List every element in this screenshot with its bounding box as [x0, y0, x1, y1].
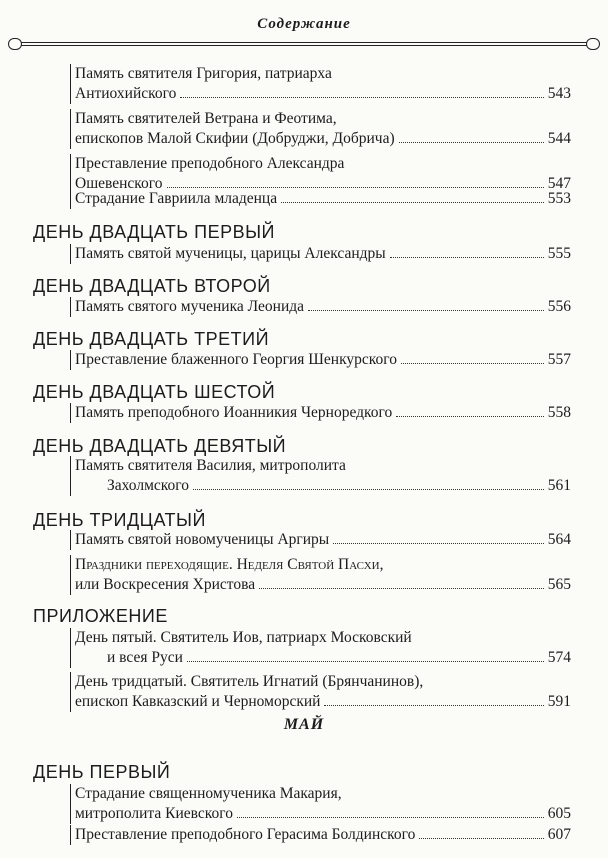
page-number: 564: [547, 531, 571, 548]
running-head-title: Содержание: [257, 16, 351, 32]
page-number: 556: [547, 298, 571, 315]
page-number: 544: [547, 130, 571, 147]
header-rule: [14, 42, 594, 43]
page-number: 561: [547, 477, 571, 494]
page-number: 591: [547, 693, 571, 710]
rule-ornament-left: [8, 38, 22, 50]
toc-entry[interactable]: Страдание Гавриила младенца 553: [70, 189, 571, 209]
toc-entry[interactable]: Память святой новомученицы Аргиры 564: [70, 530, 571, 550]
section-heading: ДЕНЬ ДВАДЦАТЬ ТРЕТИЙ: [33, 329, 270, 349]
toc-entry[interactable]: Память святителей Ветрана и Феотима, епископов Малой Скифии (Добруджи, Добрича) 544: [70, 109, 571, 149]
page-number: 547: [547, 175, 571, 192]
toc-entry[interactable]: День пятый. Святитель Иов, патриарх Московский и всея Руси 574: [70, 628, 571, 668]
page-number: 605: [547, 805, 571, 822]
toc-entry[interactable]: Преставление преподобного Герасима Болдинского 607: [70, 825, 571, 845]
section-heading: ДЕНЬ ПЕРВЫЙ: [33, 762, 171, 782]
section-heading: ДЕНЬ ДВАДЦАТЬ ВТОРОЙ: [33, 276, 271, 296]
section-heading: ДЕНЬ ДВАДЦАТЬ ДЕВЯТЫЙ: [33, 436, 287, 456]
section-heading: ДЕНЬ ДВАДЦАТЬ ШЕСТОЙ: [33, 382, 276, 402]
page-number: 558: [547, 404, 571, 421]
header-rule-thin: [14, 45, 594, 46]
toc-entry[interactable]: Преставление преподобного Александра Ошевенского 547: [70, 154, 571, 194]
page-number: 574: [547, 649, 571, 666]
section-heading: ДЕНЬ ДВАДЦАТЬ ПЕРВЫЙ: [33, 222, 275, 242]
toc-entry[interactable]: Преставление блаженного Георгия Шенкурского 557: [70, 350, 571, 370]
toc-entry[interactable]: Страдание священномученика Макария, митрополита Киевского 605: [70, 784, 571, 824]
toc-entry[interactable]: Память святого мученика Леонида 556: [70, 297, 571, 317]
page-number: 607: [547, 826, 571, 843]
section-heading: ДЕНЬ ТРИДЦАТЫЙ: [33, 510, 206, 530]
page-number: 557: [547, 351, 571, 368]
toc-entry[interactable]: Праздники переходящие. Неделя Святой Пасхи, или Воскресения Христова 565: [70, 555, 571, 595]
toc-entry[interactable]: Память преподобного Иоанникия Черноредкого 558: [70, 403, 571, 423]
page-number: 565: [547, 576, 571, 593]
page-number: 543: [547, 85, 571, 102]
toc-entry[interactable]: Память святителя Григория, патриарха Антиохийского 543: [70, 64, 571, 104]
toc-entry[interactable]: Память святителя Василия, митрополита Захолмского 561: [70, 456, 571, 496]
page-number: 555: [547, 245, 571, 262]
toc-entry[interactable]: День тридцатый. Святитель Игнатий (Брянчанинов), епископ Кавказский и Черноморский 591: [70, 672, 571, 712]
page-number: 553: [547, 190, 571, 207]
month-heading: МАЙ: [283, 716, 325, 733]
section-heading: ПРИЛОЖЕНИЕ: [33, 606, 168, 626]
rule-ornament-right: [586, 38, 600, 50]
page-header: [14, 6, 594, 46]
toc-entry[interactable]: Память святой мученицы, царицы Александры 555: [70, 244, 571, 264]
